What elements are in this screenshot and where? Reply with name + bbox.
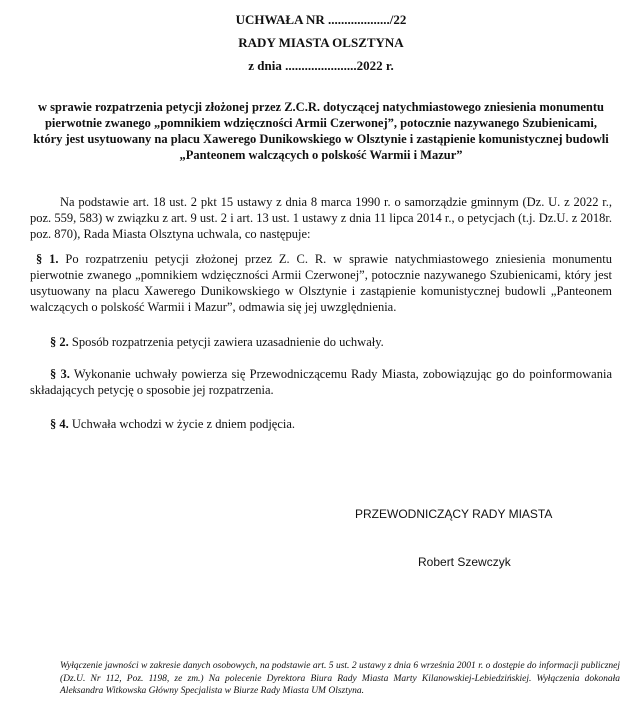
privacy-footnote: Wyłączenie jawności w zakresie danych osobowych, na podstawie art. 5 ust. 2 ustawy z dnia 6 września 2001 r. o dostępie do informacji publicznej (Dz.U. Nr 112, Poz. 1198, ze zm.) Na polecenie Dyrektora Biura Rady Miasta Marty Kilanowskiej-Lebiedzińskiej. Wyłączenia dokonała Aleksandra Witkowska Główny Specjalista w Biurze Rady Miasta UM Olsztyna. bbox=[60, 661, 620, 696]
paragraph-3 bbox=[30, 366, 612, 398]
signature-title: PRZEWODNICZĄCY RADY MIASTA bbox=[355, 507, 553, 521]
council-name: RADY MIASTA OLSZTYNA bbox=[238, 35, 404, 50]
resolution-date: z dnia ......................2022 r. bbox=[248, 58, 394, 73]
paragraph-3-mark: § 3. bbox=[50, 367, 70, 381]
paragraph-3-text: Wykonanie uchwały powierza się Przewodniczącemu Rady Miasta, zobowiązując go do poinformowania składających petycję o sposobie jej rozpatrzenia. bbox=[30, 367, 613, 397]
paragraph-1-text: Po rozpatrzeniu petycji złożonej przez Z. C. R. w sprawie natychmiastowego zniesienia monumentu pierwotnie zwanego „pomnikiem wdzięczności Armii Czerwonej”, potocznie nazywanego Szubienicami, który jest usytuowany na placu Xawerego Dunikowskiego w Olsztynie i zastąpienie komunistycznej budowli „Panteonem walczących o polskość Warmii i Mazur”, odmawia się jej uwzględnienia. bbox=[30, 252, 613, 314]
paragraph-4-text: Uchwała wchodzi w życie z dniem podjęcia. bbox=[71, 417, 296, 431]
preamble: Na podstawie art. 18 ust. 2 pkt 15 ustawy z dnia 8 marca 1990 r. o samorządzie gminnym (Dz. U. z 2022 r., poz. 559, 583) w związku z art. 9 ust. 2 i art. 13 ust. 1 ustawy z dnia 11 lipca 2014 r., o petycjach (t.j. Dz.U. z 2018r. poz. 870), Rada Miasta Olsztyna uchwala, co następuje: bbox=[30, 195, 612, 241]
paragraph-2-text: Sposób rozpatrzenia petycji zawiera uzasadnienie do uchwały. bbox=[71, 335, 384, 349]
resolution-subject: w sprawie rozpatrzenia petycji złożonej przez Z.C.R. dotyczącej natychmiastowego zniesienia monumentu pierwotnie zwanego „pomnikiem wdzięczności Armii Czerwonej”, potocznie nazywanego Szubienicami, który jest usytuowany na placu Xawerego Dunikowskiego w Olsztynie i zastąpienie komunistycznej budowli „Panteonem walczących o polskość Warmii i Mazur” bbox=[33, 100, 609, 162]
paragraph-1 bbox=[30, 251, 612, 315]
paragraph-4-mark: § 4. bbox=[50, 417, 69, 431]
paragraph-4 bbox=[30, 416, 612, 432]
paragraph-2 bbox=[30, 334, 612, 350]
signature-name: Robert Szewczyk bbox=[418, 555, 511, 569]
paragraph-1-mark: § 1. bbox=[36, 252, 59, 266]
resolution-number: UCHWAŁA NR .................../22 bbox=[235, 12, 407, 27]
paragraph-2-mark: § 2. bbox=[50, 335, 69, 349]
